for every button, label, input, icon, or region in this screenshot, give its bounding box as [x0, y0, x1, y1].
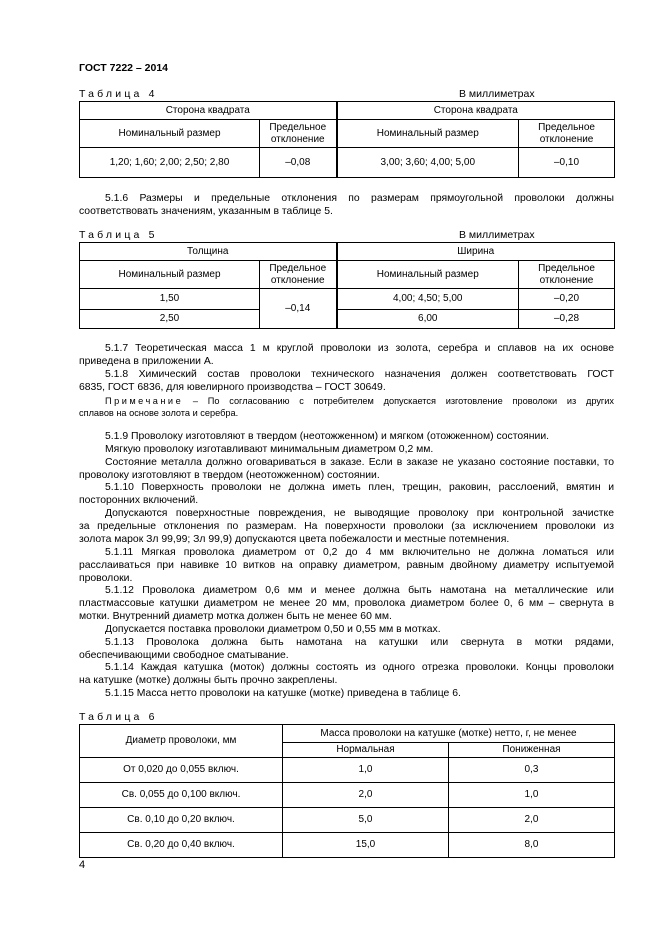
- table5-units: В миллиметрах: [459, 229, 535, 241]
- paragraph-5-1-11-b: расслаиваться при навивке 10 витков на оправку диаметром, равным двойному диаметру испытуемой: [79, 560, 614, 571]
- paragraph-5-1-10-e: золота марок Зл 99,99; Зл 99,9) допускаются цвета побежалости и местные потемнения.: [79, 534, 510, 545]
- paragraph-5-1-9-b: Мягкую проволоку изготавливают минимальным диаметром 0,2 мм.: [105, 444, 434, 455]
- table6-cell: 5,0: [283, 808, 449, 833]
- table4-cell: –0,08: [260, 148, 337, 178]
- table4-cell: 1,20; 1,60; 2,00; 2,50; 2,80: [80, 148, 260, 178]
- table6: [79, 724, 615, 858]
- table4-col-nominal: Номинальный размер: [80, 120, 260, 148]
- table4-left-group: Сторона квадрата: [80, 102, 337, 120]
- paragraph-5-1-7-cont: приведена в приложении А.: [79, 356, 214, 367]
- paragraph-5-1-9-d: проволоку изготовляют в твердом (неотожженном) состоянии.: [79, 470, 380, 481]
- table4-col-deviation: Предельное отклонение: [260, 120, 337, 148]
- table5-cell: 2,50: [80, 310, 260, 329]
- table6-cell: 2,0: [283, 783, 449, 808]
- table6-col-mass: Масса проволоки на катушке (мотке) нетто, г, не менее: [283, 725, 615, 743]
- table5-right-group: Ширина: [337, 243, 615, 261]
- paragraph-5-1-10: 5.1.10 Поверхность проволоки не должна иметь плен, трещин, раковин, расслоений, вмятин и: [105, 482, 614, 493]
- table6-cell: Св. 0,055 до 0,100 включ.: [80, 783, 283, 808]
- paragraph-5-1-7: 5.1.7 Теоретическая масса 1 м круглой проволоки из золота, серебра и сплавов на их основе: [105, 343, 614, 354]
- table6-col-reduced: Пониженная: [449, 743, 615, 758]
- paragraph-5-1-11-c: проволоки.: [79, 573, 133, 584]
- page-number: 4: [79, 859, 86, 871]
- table6-cell: 0,3: [449, 758, 615, 783]
- table6-col-diameter: Диаметр проволоки, мм: [80, 725, 283, 758]
- table4-cell: 3,00; 3,60; 4,00; 5,00: [337, 148, 519, 178]
- paragraph-5-1-10-d: за предельные отклонения по размерам. На поверхности проволоки (за исключением проволоки из: [79, 521, 614, 532]
- paragraph-5-1-8: 5.1.8 Химический состав проволоки технического назначения должен соответствовать ГОСТ: [105, 369, 614, 380]
- note: [79, 395, 614, 407]
- table6-caption: Таблица 6: [79, 711, 158, 723]
- paragraph-5-1-15: 5.1.15 Масса нетто проволоки на катушке (мотке) приведена в таблице 6.: [105, 688, 461, 699]
- table6-cell: 15,0: [283, 833, 449, 858]
- table5-col-deviation: Предельное отклонение: [260, 261, 337, 289]
- table6-cell: 8,0: [449, 833, 615, 858]
- paragraph-5-1-10-c: Допускаются поверхностные повреждения, не выводящие проволоку при контрольной зачистке: [105, 508, 614, 519]
- paragraph-5-1-11: 5.1.11 Мягкая проволока диаметром от 0,2 до 4 мм включительно не должна ломаться или: [105, 547, 614, 558]
- table6-cell: 1,0: [283, 758, 449, 783]
- paragraph-5-1-9: 5.1.9 Проволоку изготовляют в твердом (неотожженном) и мягком (отожженном) состоянии.: [105, 431, 550, 442]
- table4-caption: Таблица 4: [79, 88, 158, 100]
- table5-cell: –0,20: [519, 289, 615, 310]
- table6-cell: Св. 0,10 до 0,20 включ.: [80, 808, 283, 833]
- table4: [79, 101, 615, 178]
- paragraph-5-1-10-b: посторонних включений.: [79, 495, 199, 506]
- table4-col-deviation: Предельное отклонение: [519, 120, 615, 148]
- paragraph-5-1-14-b: на катушке (мотке) должны быть прочно закреплены.: [79, 675, 338, 686]
- document-header: ГОСТ 7222 – 2014: [79, 62, 169, 74]
- table5-cell: 1,50: [80, 289, 260, 310]
- note-cont: сплавов на основе золота и серебра.: [79, 408, 239, 418]
- paragraph-5-1-12-c: мотки. Внутренний диаметр мотка должен быть не менее 60 мм.: [79, 611, 392, 622]
- table5: [79, 242, 615, 329]
- paragraph-5-1-14: 5.1.14 Каждая катушка (моток) должны состоять из одного отрезка проволоки. Концы проволоки: [105, 662, 614, 673]
- paragraph-5-1-13-b: обеспечивающими свободное сматывание.: [79, 650, 289, 661]
- table4-col-nominal: Номинальный размер: [337, 120, 519, 148]
- table6-cell: 1,0: [449, 783, 615, 808]
- paragraph-5-1-6: 5.1.6 Размеры и предельные отклонения по размерам прямоугольной проволоки должны: [105, 193, 614, 204]
- paragraph-5-1-8-cont: 6835, ГОСТ 6836, для ювелирного производства – ГОСТ 30649.: [79, 382, 386, 393]
- paragraph-5-1-12-b: пластмассовые катушки диаметром не менее 20 мм, проволока диаметром более 0, 6 мм – свернута в: [79, 598, 614, 609]
- paragraph-5-1-9-c: Состояние металла должно оговариваться в заказе. Если в заказе не указано состояние поставки, то: [105, 457, 614, 468]
- note-text: – По согласованию с потребителем допускается изготовление проволоки из других: [183, 396, 614, 406]
- table4-units: В миллиметрах: [459, 88, 535, 100]
- paragraph-5-1-6-cont: соответствовать значениям, указанным в таблице 5.: [79, 206, 333, 217]
- table5-cell: 6,00: [337, 310, 519, 329]
- table5-col-nominal: Номинальный размер: [80, 261, 260, 289]
- table6-col-normal: Нормальная: [283, 743, 449, 758]
- table5-col-deviation: Предельное отклонение: [519, 261, 615, 289]
- paragraph-5-1-13: 5.1.13 Проволока должна быть намотана на катушки или свернута в мотки рядами,: [105, 637, 614, 648]
- table5-col-nominal: Номинальный размер: [337, 261, 519, 289]
- table6-cell: От 0,020 до 0,055 включ.: [80, 758, 283, 783]
- table6-cell: Св. 0,20 до 0,40 включ.: [80, 833, 283, 858]
- paragraph-5-1-12: 5.1.12 Проволока диаметром 0,6 мм и менее должна быть намотана на металлические или: [105, 585, 614, 596]
- table6-cell: 2,0: [449, 808, 615, 833]
- paragraph-5-1-12-d: Допускается поставка проволоки диаметром 0,50 и 0,55 мм в мотках.: [105, 624, 441, 635]
- table5-thickness-deviation: –0,14: [260, 289, 337, 329]
- table4-cell: –0,10: [519, 148, 615, 178]
- table5-caption: Таблица 5: [79, 229, 158, 241]
- table4-right-group: Сторона квадрата: [337, 102, 615, 120]
- table5-cell: 4,00; 4,50; 5,00: [337, 289, 519, 310]
- note-label: Примечание: [105, 396, 184, 406]
- table5-cell: –0,28: [519, 310, 615, 329]
- table5-left-group: Толщина: [80, 243, 337, 261]
